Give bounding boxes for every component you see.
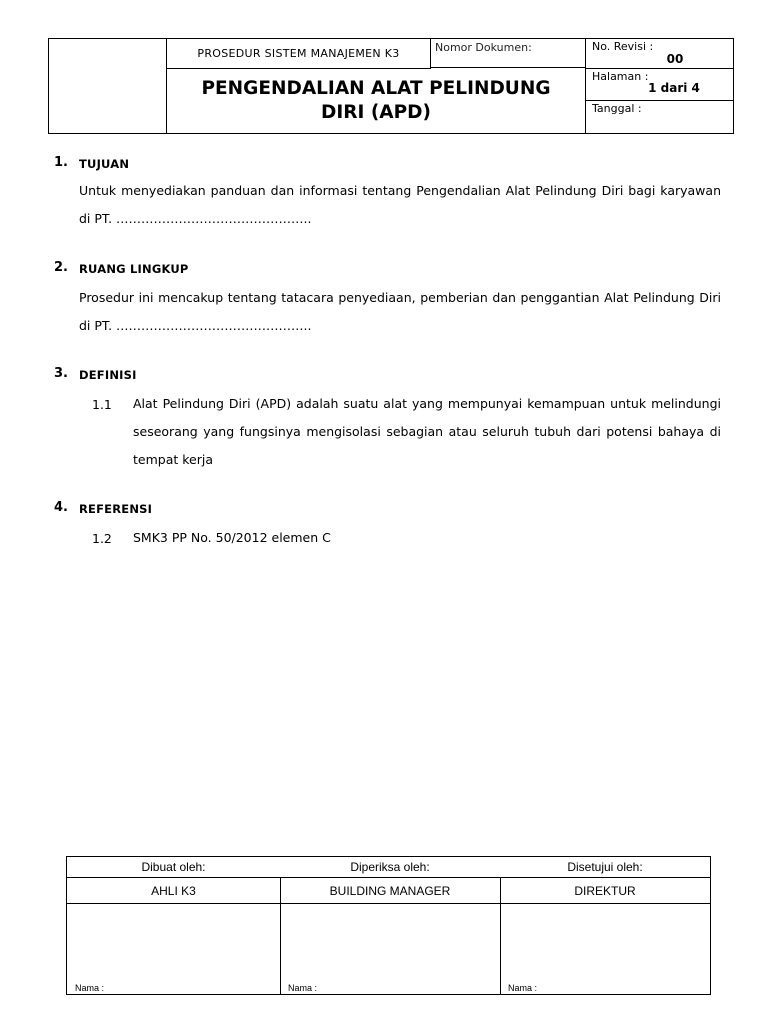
page-value: 1 dari 4: [648, 81, 700, 95]
name-label: Nama :: [288, 983, 318, 993]
checked-by-header: Diperiksa oleh:: [350, 860, 430, 874]
approved-by-header: Disetujui oleh:: [567, 860, 643, 874]
section-title-ruang-lingkup: RUANG LINGKUP: [79, 262, 189, 276]
logo-cell: [49, 39, 167, 133]
document-title-line2: DIRI (APD): [321, 102, 431, 123]
column-divider: [280, 878, 281, 994]
subsection-text-referensi: SMK3 PP No. 50/2012 elemen C: [133, 530, 331, 545]
role-direktur: DIREKTUR: [574, 883, 636, 898]
section-number: 4.: [54, 500, 68, 515]
section-title-referensi: REFERENSI: [79, 502, 153, 516]
signature-table: [66, 856, 711, 995]
system-name: PROSEDUR SISTEM MANAJEMEN K3: [167, 39, 431, 69]
subsection-text-definisi: Alat Pelindung Diri (APD) adalah suatu alat yang mempunyai kemampuan untuk melindungi seseorang yang fungsinya mengisolasi sebagian atau seluruh tubuh dari potensi bahaya di tempat kerja: [133, 396, 721, 467]
date-cell: [586, 101, 734, 133]
role-building-manager: BUILDING MANAGER: [329, 883, 451, 898]
page-cell: [586, 69, 734, 101]
column-divider: [500, 878, 501, 994]
revision-label: No. Revisi :: [592, 40, 654, 53]
name-label: Nama :: [508, 983, 538, 993]
section-title-definisi: DEFINISI: [79, 368, 137, 382]
section-text-ruang-lingkup: Prosedur ini mencakup tentang tatacara penyediaan, pemberian dan penggantian Alat Pelindung Diri di PT. ………………………………………..: [79, 290, 721, 333]
subsection-number: 1.1: [92, 397, 112, 412]
revision-value: 00: [666, 52, 684, 66]
date-label: Tanggal :: [592, 102, 642, 115]
document-title-line1: PENGENDALIAN ALAT PELINDUNG: [201, 78, 551, 99]
document-number-label: Nomor Dokumen:: [431, 39, 586, 68]
revision-cell: [586, 39, 734, 69]
signature-header-row: [67, 857, 710, 878]
signature-role-row: [67, 878, 710, 904]
section-number: 1.: [54, 155, 68, 170]
section-text-tujuan: Untuk menyediakan panduan dan informasi tentang Pengendalian Alat Pelindung Diri bagi karyawan di PT. ………………………………………..: [79, 183, 721, 226]
section-number: 2.: [54, 260, 68, 275]
subsection-number: 1.2: [92, 531, 112, 546]
document-header-table: [48, 38, 734, 134]
made-by-header: Dibuat oleh:: [141, 860, 206, 874]
document-title: [167, 69, 585, 133]
section-number: 3.: [54, 366, 68, 381]
page-label: Halaman :: [592, 70, 649, 83]
name-label: Nama :: [75, 983, 105, 993]
document-meta: [585, 39, 734, 133]
role-ahli-k3: AHLI K3: [151, 883, 196, 898]
section-title-tujuan: TUJUAN: [79, 157, 130, 171]
